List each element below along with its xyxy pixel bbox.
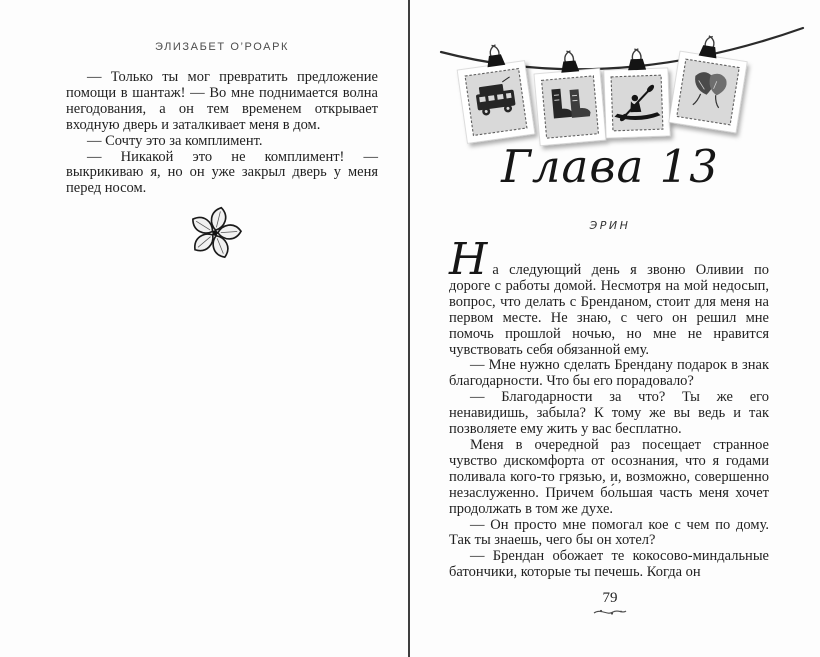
paragraph: — Благодарности за что? Ты же его ненавидишь, забыла? К тому же вы ведь и так позволяете ему жить у вас бесплатно.	[449, 389, 769, 438]
flourish-icon	[592, 607, 628, 617]
right-page-text	[449, 234, 769, 581]
paragraph: — Он просто мне помогал кое с чем по дому. Так ты знаешь, чего бы он хотел?	[449, 516, 769, 549]
paragraph: — Никакой это не комплимент! — выкрикиваю я, но он уже закрыл дверь у меня перед носом.	[66, 148, 378, 197]
binder-clip-icon	[559, 50, 579, 72]
binder-clip-icon	[699, 35, 720, 59]
page-number-block	[449, 590, 771, 617]
photo-camper-van	[457, 61, 535, 144]
left-page-text	[66, 70, 378, 197]
photo-maple-leaves	[669, 51, 747, 133]
flower-ornament-icon	[186, 204, 244, 262]
paragraph: — Сочту это за комплимент.	[87, 132, 263, 149]
page-left	[0, 0, 408, 657]
drop-cap: Н	[449, 234, 487, 285]
page-right	[409, 0, 820, 657]
photo-hiking-boots	[534, 68, 606, 145]
page-number: 79	[602, 590, 618, 606]
chapter-title: Глава 13	[501, 140, 719, 193]
paragraph: — Только ты мог превратить предложение помощи в шантаж! — Во мне поднимается волна негодования, а он тем временем открывает входную дверь и заталкивает меня в дом.	[66, 69, 378, 133]
paragraph: — Брендан обожает те кокосово-миндальные батончики, которые ты печешь. Когда он	[449, 548, 769, 581]
binder-clip-icon	[627, 49, 646, 71]
chapter-subtitle: ЭРИН	[589, 219, 631, 232]
binder-clip-icon	[485, 44, 506, 67]
photo-kayaker	[604, 68, 670, 138]
paragraph: Меня в очередной раз посещает странное чувство дискомфорта от осознания, что я годами поливала кого-то грязью, и, возможно, совершенно незаслуженно. Причем бо́льшая часть меня хочет продолжать в том же духе.	[449, 436, 769, 517]
paragraph: — Мне нужно сделать Брендану подарок в знак благодарности. Что бы его порадовало?	[449, 357, 769, 390]
running-header: ЭЛИЗАБЕТ О’РОАРК	[154, 41, 290, 53]
paragraph	[449, 234, 769, 358]
paragraph-text: а следующий день я звоню Оливии по дороге с работы домой. Несмотря на мой недосып, вопрос, что делать с Бренданом, стоит для меня на первом месте. Не знаю, с чего он решил мне помочь прошлой ночью, но мне не нравится чувствовать себя обязанной ему.	[449, 262, 769, 358]
